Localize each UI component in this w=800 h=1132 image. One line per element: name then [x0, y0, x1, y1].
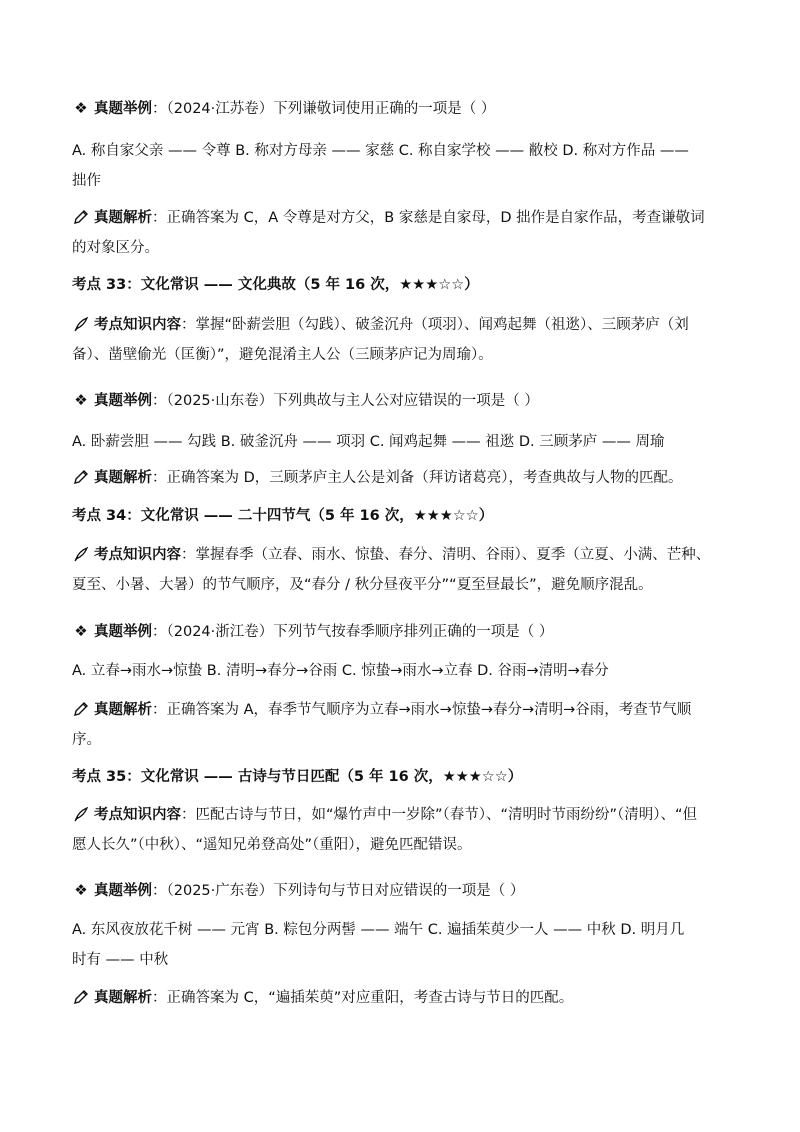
example-34 — [72, 616, 732, 647]
example-35 — [72, 875, 732, 906]
pencil-icon — [72, 695, 90, 725]
knowledge-33 — [72, 310, 732, 370]
knowledge-text: ：掌握春季（立春、雨水、惊蛰、春分、清明、谷雨）、夏季（立夏、小满、芒种、 — [181, 547, 711, 563]
pencil-icon — [72, 203, 90, 233]
analysis-text: ：正确答案为 D，三顾茅庐主人公是刘备（拜访诸葛亮），考查典故与人物的匹配。 — [152, 470, 683, 486]
example-question: ：（2025·山东卷）下列典故与主人公对应错误的一项是（ ） — [152, 393, 539, 409]
diamond-bullet-icon: ❖ — [74, 99, 88, 117]
section-title-35: 考点 35：文化常识 —— 古诗与节日匹配（5 年 16 次，★★★☆☆） — [72, 769, 523, 785]
analysis-text: ：正确答案为 C，A 令尊是对方父，B 家慈是自家母，D 拙作是自家作品，考查谦敬词 — [152, 210, 705, 226]
knowledge-35 — [72, 800, 732, 860]
analysis-34 — [72, 695, 732, 755]
diamond-bullet-icon: ❖ — [74, 391, 88, 409]
quill-icon — [72, 800, 90, 830]
example-question: ：（2024·浙江卷）下列节气按春季顺序排列正确的一项是（ ） — [152, 624, 554, 640]
example-question: ：（2024·江苏卷）下列谦敬词使用正确的一项是（ ） — [152, 101, 496, 117]
example-33 — [72, 385, 732, 416]
options-line: A. 称自家父亲 —— 令尊 B. 称对方母亲 —— 家慈 C. 称自家学校 —— 敝校 D. 称对方作品 —— — [72, 143, 689, 159]
options-line: A. 东风夜放花千树 —— 元宵 B. 粽包分两髻 —— 端午 C. 遍插茱萸少一人 —— 中秋 D. 明月几 — [72, 922, 685, 938]
example-label: 真题举例 — [94, 393, 152, 409]
knowledge-label: 考点知识内容 — [94, 807, 181, 823]
example-question: ：（2025·广东卷）下列诗句与节日对应错误的一项是（ ） — [152, 883, 525, 899]
options-35 — [72, 915, 732, 975]
options-line: 时有 —— 中秋 — [72, 952, 169, 968]
analysis-label: 真题解析 — [94, 702, 152, 718]
diamond-bullet-icon: ❖ — [74, 622, 88, 640]
analysis-label: 真题解析 — [94, 210, 152, 226]
options-34: A. 立春→雨水→惊蛰 B. 清明→春分→谷雨 C. 惊蛰→雨水→立春 D. 谷雨→清明→春分 — [72, 663, 609, 679]
pencil-icon — [72, 983, 90, 1013]
analysis-label: 真题解析 — [94, 470, 152, 486]
options-line: 拙作 — [72, 173, 101, 189]
example-label: 真题举例 — [94, 624, 152, 640]
quill-icon — [72, 310, 90, 340]
analysis-text: ：正确答案为 A，春季节气顺序为立春→雨水→惊蛰→春分→清明→谷雨，考查节气顺 — [152, 702, 692, 718]
knowledge-label: 考点知识内容 — [94, 317, 181, 333]
analysis-text: 的对象区分。 — [72, 240, 159, 256]
analysis-label: 真题解析 — [94, 990, 152, 1006]
diamond-bullet-icon: ❖ — [74, 881, 88, 899]
analysis-text: 序。 — [72, 732, 101, 748]
knowledge-text: ：匹配古诗与节日，如“爆竹声中一岁除”（春节）、“清明时节雨纷纷”（清明）、“但 — [181, 807, 698, 823]
knowledge-label: 考点知识内容 — [94, 547, 181, 563]
options-32 — [72, 136, 732, 196]
knowledge-34 — [72, 540, 732, 600]
knowledge-text: 备）、凿壁偷光（匡衡）”，避免混淆主人公（三顾茅庐记为周瑜）。 — [72, 347, 493, 363]
example-label: 真题举例 — [94, 101, 152, 117]
section-title-34: 考点 34：文化常识 —— 二十四节气（5 年 16 次，★★★☆☆） — [72, 508, 494, 524]
options-33: A. 卧薪尝胆 —— 勾践 B. 破釜沉舟 —— 项羽 C. 闻鸡起舞 —— 祖逖 D. 三顾茅庐 —— 周瑜 — [72, 434, 665, 450]
knowledge-text: 夏至、小暑、大暑）的节气顺序，及“春分 / 秋分昼夜平分”“夏至昼最长”，避免顺序混乱。 — [72, 577, 653, 593]
quill-icon — [72, 540, 90, 570]
analysis-32 — [72, 203, 732, 263]
analysis-33 — [72, 463, 732, 493]
example-label: 真题举例 — [94, 883, 152, 899]
knowledge-text: ：掌握“卧薪尝胆（勾践）、破釜沉舟（项羽）、闻鸡起舞（祖逖）、三顾茅庐（刘 — [181, 317, 689, 333]
section-title-33: 考点 33：文化常识 —— 文化典故（5 年 16 次，★★★☆☆） — [72, 277, 479, 293]
pencil-icon — [72, 463, 90, 493]
analysis-text: ：正确答案为 C，“遍插茱萸”对应重阳，考查古诗与节日的匹配。 — [152, 990, 574, 1006]
knowledge-text: 愿人长久”（中秋）、“遥知兄弟登高处”（重阳），避免匹配错误。 — [72, 837, 472, 853]
analysis-35 — [72, 983, 732, 1013]
example-32 — [72, 93, 732, 124]
